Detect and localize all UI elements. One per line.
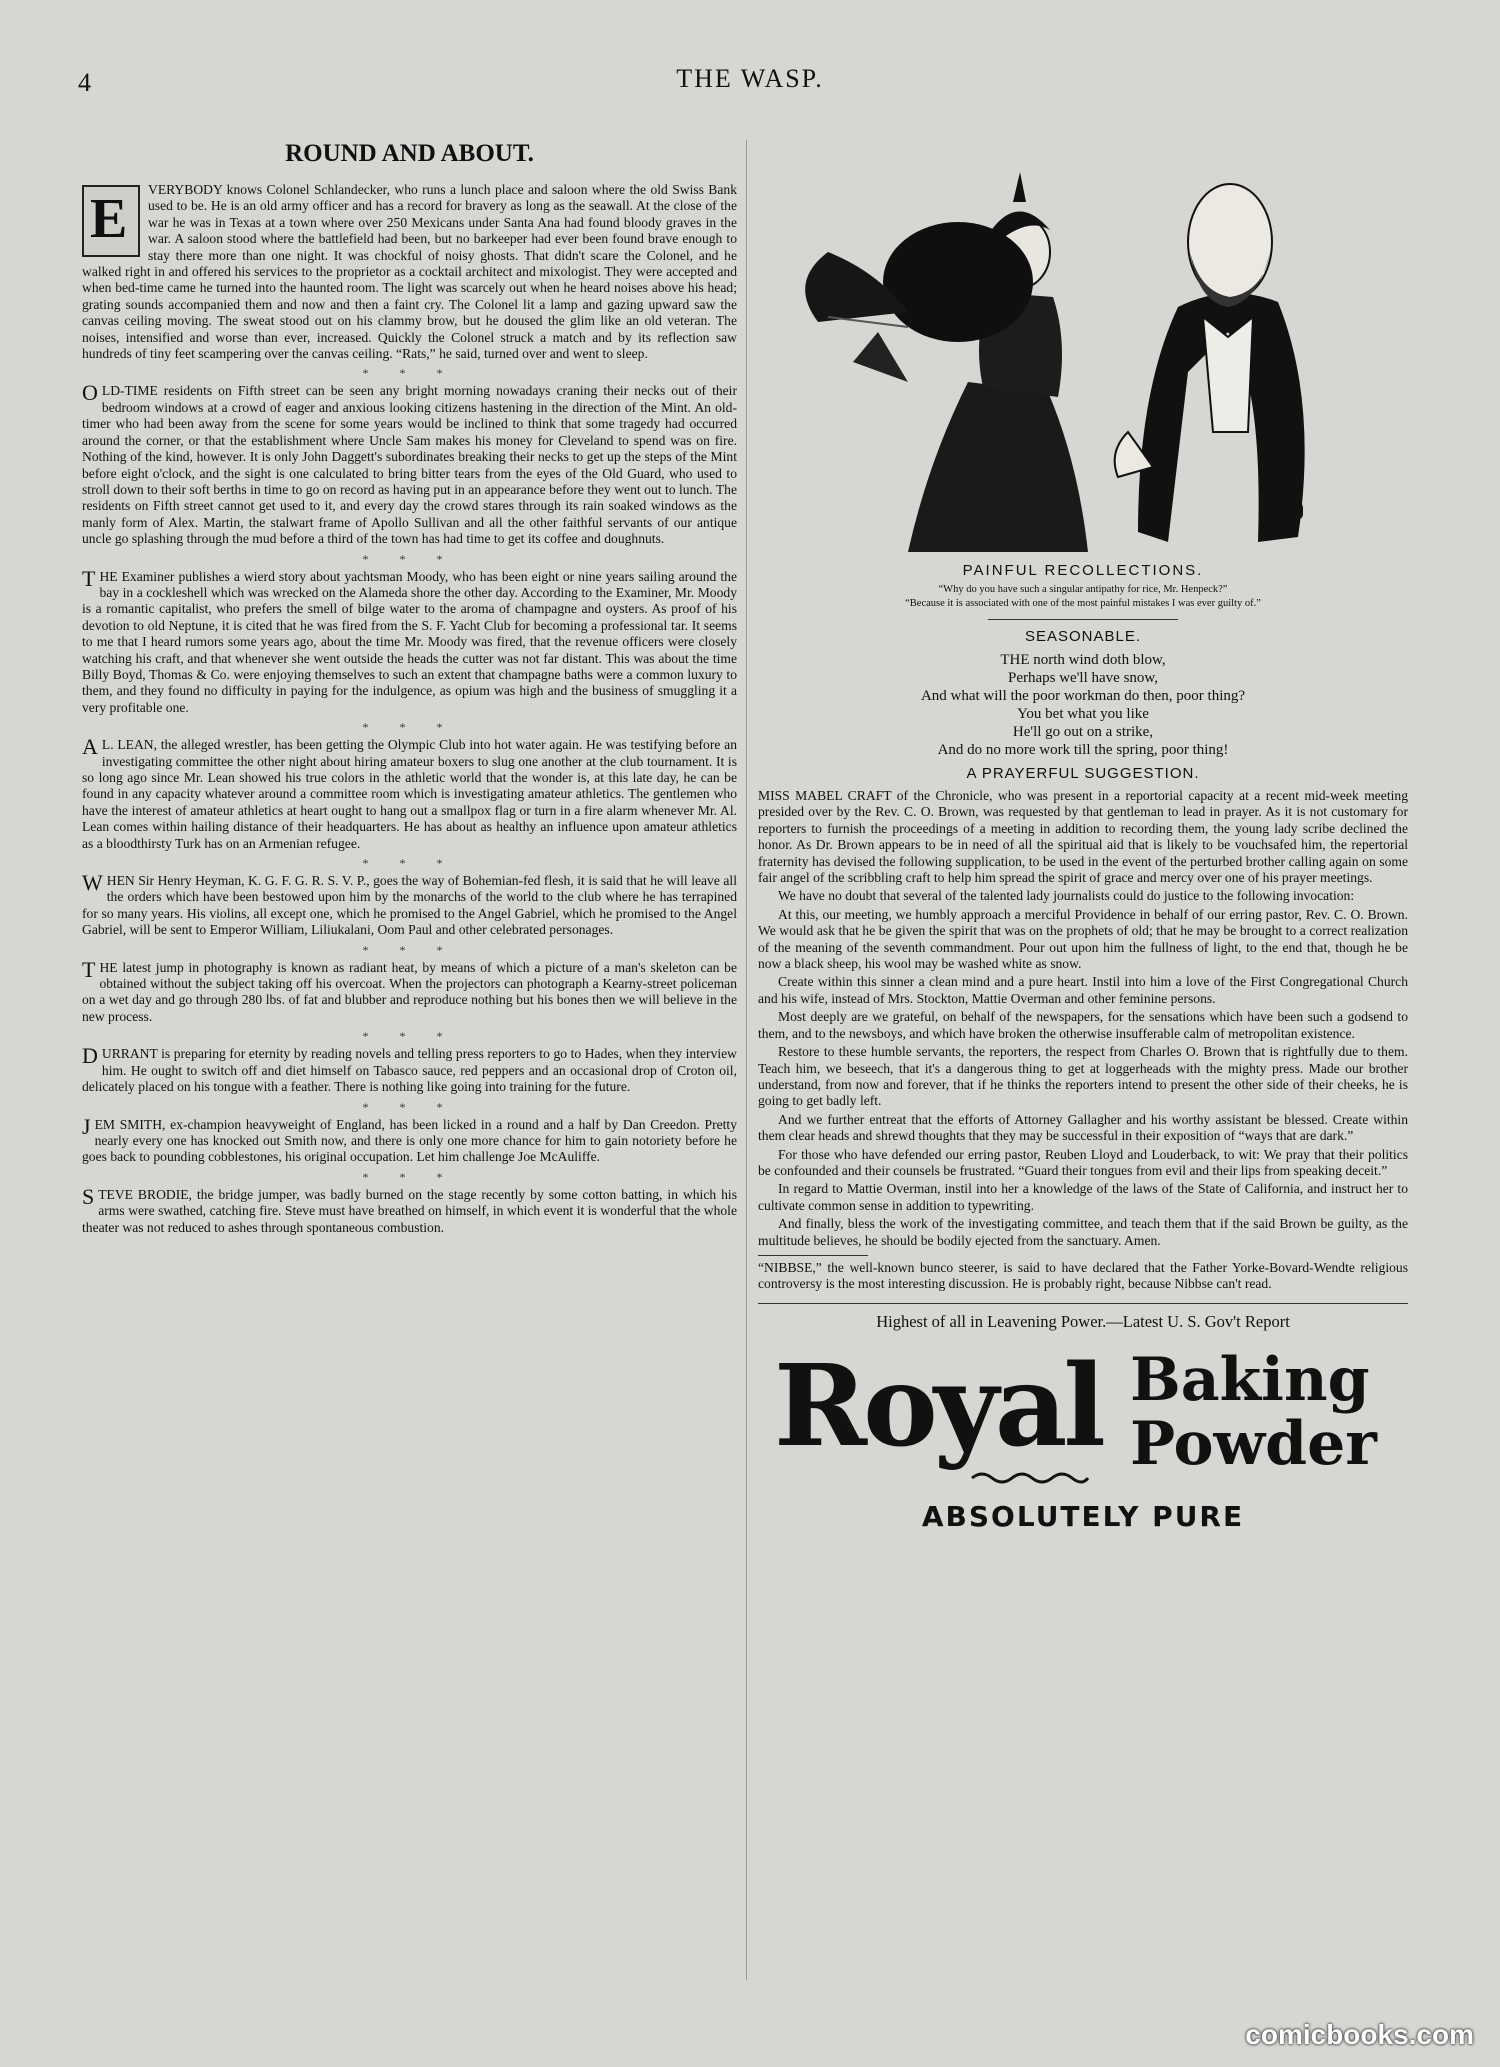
- journal-title: THE WASP.: [676, 64, 824, 93]
- article-text: HE latest jump in photography is known as radiant heat, by means of which a picture of a man's skeleton can be obtained without the subject taking off his overcoat. When the projectors can photograph a Kearny-street policeman on a wet day and go through 280 lbs. of fat and blubber and reproduce nothing but his bones then we will believe in the new process.: [82, 959, 737, 1024]
- article-text: For those who have defended our erring pastor, Reuben Lloyd and Louderback, to wit: We pray that their politics be confounded and their counsels be frustrated. “Guard their tongues from evil and their lips from speaking deceit.”: [758, 1146, 1408, 1178]
- article-text: “NIBBSE,” the well-known bunco steerer, is said to have declared that the Father Yorke-Bovard-Wendte religious controversy is the most interesting discussion. He is probably right, because Nibbse can't read.: [758, 1259, 1408, 1292]
- poem-line: He'll go out on a strike,: [1012, 724, 1154, 740]
- cartoon-title: PAINFUL RECOLLECTIONS.: [962, 562, 1204, 579]
- article-item: [82, 870, 737, 939]
- article-text: HEN Sir Henry Heyman, K. G. F. G. R. S. V. P., goes the way of Bohemian-fed flesh, it is said that he will leave all the orders which have been bestowed upon him by the monarchs of the world to the club where he has terrapined for so many years. His violins, all except one, which he promised to the Angel Gabriel, which he promised to the Angel Gabriel, will be sent to Emperor William, Liliukalani, Oom Paul and other celebrated personages.: [82, 873, 737, 938]
- initial-letter: D: [82, 1043, 98, 1069]
- article-text: We have no doubt that several of the talented lady journalists could do justice to the following invocation:: [778, 888, 1355, 904]
- article-item: [82, 565, 737, 717]
- divider: [988, 619, 1178, 620]
- article-item: [82, 1113, 737, 1166]
- nibbse-note: [758, 1260, 1408, 1293]
- poem-line: And what will the poor workman do then, poor thing?: [920, 688, 1246, 704]
- article-text: L. LEAN, the alleged wrestler, has been getting the Olympic Club into hot water again. He was testifying before an investigating committee the other night about hiring amateur boxers to slug one another at the club tournament. It is so long ago since Mr. Lean showed his true colors in the athletic world that the wonder is, at this late day, he can be found in any capacity whatever around a committee room which is investigating amateur athletics. The gentlemen who have the interest of amateur athletics at heart ought to hang out a smallpox flag or turn in a fire alarm whenever Mr. Al. Lean comes within hailing distance of their headquarters. He has about as healthy an influence upon amateur athletics as a bloodthirsty Turk has on an Armenian refugee.: [82, 737, 737, 851]
- section-separator: * * *: [362, 720, 457, 735]
- ornament-icon: [970, 1470, 1090, 1486]
- section-separator: * * *: [362, 1099, 457, 1114]
- ad-tagline: Highest of all in Leavening Power.—Latest U. S. Gov't Report: [876, 1311, 1290, 1331]
- section-title: ROUND AND ABOUT.: [285, 140, 534, 167]
- article-item: [82, 956, 737, 1026]
- article-item: [82, 380, 737, 547]
- poem-line: Perhaps we'll have snow,: [1007, 670, 1159, 686]
- article-text: And we further entreat that the efforts of Attorney Gallagher and his worthy assistant be blessed. Create within them clear heads and shrewd thoughts that they may be successful in their exposition of “ways that are dark.”: [758, 1111, 1408, 1144]
- initial-letter: A: [82, 734, 98, 760]
- cartoon-caption-line: “Because it is associated with one of the most painful mistakes I was ever guilty of.”: [905, 598, 1261, 609]
- poem-line: THE north wind doth blow,: [1000, 652, 1166, 668]
- article-title: A PRAYERFUL SUGGESTION.: [966, 765, 1200, 782]
- page-number: 4: [78, 68, 91, 97]
- article-item: [82, 182, 737, 362]
- column-divider: [746, 140, 747, 1980]
- section-separator: * * *: [362, 551, 457, 566]
- article-text: TEVE BRODIE, the bridge jumper, was badly burned on the stage recently by some cotton batting, in which his arms were swathed, catching fire. Steve must have breathed on himself, in which event it is wonderful that the whole theater was not reduced to ashes through spontaneous combustion.: [82, 1186, 737, 1235]
- article-text: URRANT is preparing for eternity by reading novels and telling press reporters to go to Hades, when they interview him. He ought to switch off and diet himself on Tabasco sauce, red peppers and an occasional drop of Croton oil, delicately placed on his tongue with a feather. There is nothing like going into training for the future.: [82, 1046, 737, 1095]
- article-item: [82, 1183, 737, 1236]
- article-text: And finally, bless the work of the investigating committee, and teach them that if the said Brown be guilty, as the multitude believes, he should be bodily ejected from the sanctuary. Amen.: [758, 1216, 1408, 1248]
- article-item: [82, 734, 737, 852]
- section-separator: * * *: [362, 1169, 457, 1184]
- section-separator: * * *: [362, 942, 457, 957]
- right-column: [758, 130, 1408, 1980]
- article-text: MISS MABEL CRAFT of the Chronicle, who was present in a reportorial capacity at a recent mid-week meeting presided over by the Rev. C. O. Brown, was requested by that gentleman to lead in prayer. As it is not customary for reporters to furnish the proceedings of a meeting in addition to recording them, the young lady scribe declined the honor. As Dr. Brown appears to be in need of all the spiritual aid that is likely to be vouchsafed him, the repertorial fraternity has devised the following supplication, to be used in the event of the perturbed brother calling again on some fair angel of the scribbling craft to help him spread the spirit of grace and mercy over one of his prayer meetings.: [758, 788, 1408, 886]
- initial-letter: J: [82, 1113, 91, 1139]
- advertisement: [758, 1303, 1408, 1533]
- ad-brand-block: [758, 1342, 1408, 1492]
- ad-brand-word: Baking: [1130, 1344, 1370, 1415]
- article-item: [82, 1043, 737, 1095]
- divider: [758, 1255, 868, 1256]
- watermark: comicbooks.com: [1245, 2019, 1474, 2050]
- prayer-article: [758, 788, 1408, 1249]
- article-text: Restore to these humble servants, the reporters, the respect from Charles O. Brown that is rightfully due to them. Teach him, we beseech, that it's a dangerous thing to get at loggerheads with the mighty press. Made our brother understand, from now and forever, that if he thinks the reporters intend to present the other side of their cheeks, he is going to get badly left.: [758, 1044, 1408, 1109]
- initial-letter: W: [82, 870, 103, 896]
- ad-brand-word: Powder: [1130, 1408, 1377, 1479]
- cartoon-drawing: [758, 132, 1408, 562]
- article-text: At this, our meeting, we humbly approach a merciful Providence in behalf of our erring pastor, Rev. C. O. Brown. We would ask that he be given the spirit that was on the prophets of old; that he may be brought to a correct realization of the meaning of the seventh commandment. Pour out upon him the fullness of light, to the end that, though he be now a black sheep, his wool may be washed white as snow.: [758, 906, 1408, 972]
- ad-slogan: ABSOLUTELY PURE: [921, 1499, 1245, 1533]
- section-separator: * * *: [362, 1029, 457, 1044]
- article-text: VERYBODY knows Colonel Schlandecker, who runs a lunch place and saloon where the old Swiss Bank used to be. He is an old army officer and has a record for bravery as long as the seawall. At the close of the war he was in Texas at a town where over 250 Mexicans under Santa Ana had found bloody graves in the war. A saloon stood where the battlefield had been, but no barkeeper had ever been found brave enough to stay there more than one night. It was chockful of noisy ghosts. That didn't scare the Colonel, and he walked right in and offered his services to the proprietor as a cocktail architect and mixologist. They were accepted and when bed-time came he turned into the haunted room. The light was scarcely out when he heard noises above his head; grating sounds accompanied them and now and then a faint cry. The Colonel lit a lamp and gazing upward saw the canvas ceiling moving. The sweat stood out on his clammy brow, but he doused the glim like an old veteran. The noises, intensified and worse than ever, increased. Quickly the Colonel struck a match and by its reflection saw hundreds of tiny feet scampering over the canvas ceiling. “Rats,” he said, turned over and went to sleep.: [82, 182, 737, 362]
- poem-title: SEASONABLE.: [1024, 628, 1142, 645]
- article-text: In regard to Mattie Overman, instil into her a knowledge of the laws of the State of California, and instruct her to cultivate common sense in addition to typewriting.: [758, 1181, 1408, 1213]
- section-separator: * * *: [362, 856, 457, 871]
- initial-letter: S: [82, 1183, 95, 1209]
- initial-letter: T: [82, 565, 96, 591]
- article-text: Most deeply are we grateful, on behalf of the newspapers, for the sensations which have been such a godsend to them, and to the newsboys, and which have broken the otherwise insufferable calm of metropolitan existence.: [758, 1009, 1408, 1041]
- article-text: LD-TIME residents on Fifth street can be seen any bright morning nowadays craning their necks out of their bedroom windows at a crowd of eager and anxious looking citizens hastening in the direction of the Mint. An old-timer who had been away from the scene for some years would be inclined to think that some tragedy had occurred around the corner, or that the establishment where Uncle Sam makes his money for Cleveland to spend was on fire. Nothing of the kind, however. It is only John Daggett's subordinates breaking their necks to get up the steps of the Mint before eight o'clock, and the sight is one calculated to bring bitter tears from the eyes of the Old Guard, who used to stroll down to their soft berths in time to go on record as having put in an appearance before they went out to lunch. The residents on Fifth street cannot get used to it, and every day the crowd stares through its rain soaked windows as the manly form of Alex. Martin, the stalwart frame of Apollo Sullivan and all the other faithful servants of our antique uncle go splashing through the mud before a third of the town has had time to get its coffee and doughnuts.: [82, 383, 737, 547]
- poem: [758, 651, 1408, 759]
- poem-line: You bet what you like: [1017, 706, 1149, 722]
- section-separator: * * *: [362, 366, 457, 381]
- article-text: EM SMITH, ex-champion heavyweight of England, has been licked in a round and a half by Dan Creedon. Pretty nearly every one has knocked out Smith now, and there is only one more chance for him to gain notoriety before he goes back to pounding cobblestones, his original occupation. Let him challenge Joe McAuliffe.: [82, 1116, 737, 1165]
- initial-letter: T: [82, 956, 96, 982]
- ad-brand-name: Royal: [774, 1340, 1102, 1472]
- left-column: [82, 128, 737, 1983]
- running-head: [70, 64, 1430, 104]
- ornamental-initial: E: [82, 185, 140, 257]
- cartoon-caption-line: “Why do you have such a singular antipathy for rice, Mr. Henpeck?”: [938, 584, 1228, 595]
- cartoon-illustration: [758, 132, 1408, 562]
- article-text: Create within this sinner a clean mind and a pure heart. Instil into him a love of the First Congregational Church and his wife, instead of Mrs. Stockton, Mattie Overman and other feminine persons.: [758, 974, 1408, 1006]
- article-text: HE Examiner publishes a wierd story about yachtsman Moody, who has been eight or nine years sailing around the bay in a cockleshell which was wrecked on the Alameda shore the other day. According to the Examiner, Mr. Moody is a romantic capitalist, who prefers the smell of bilge water to the aroma of champagne and oysters. As proof of his devotion to old Neptune, it is cited that he was fired from the S. F. Yacht Club for becoming a professional tar. It seems to me that I heard rumors some years ago, about the time Mr. Moody was fired, that the revenue officers were closely watching his craft, and that whenever she went outside the heads the cutter was not far distant. This was about the time Billy Boyd, Thomas & Co. were enjoying themselves to such an extent that champagne baths were a common luxury to them, and they found no difficulty in paying for the indulgence, as opium was high and the business of smuggling it a very profitable one.: [82, 568, 737, 715]
- initial-letter: O: [82, 380, 98, 406]
- poem-line: And do no more work till the spring, poor thing!: [937, 742, 1229, 758]
